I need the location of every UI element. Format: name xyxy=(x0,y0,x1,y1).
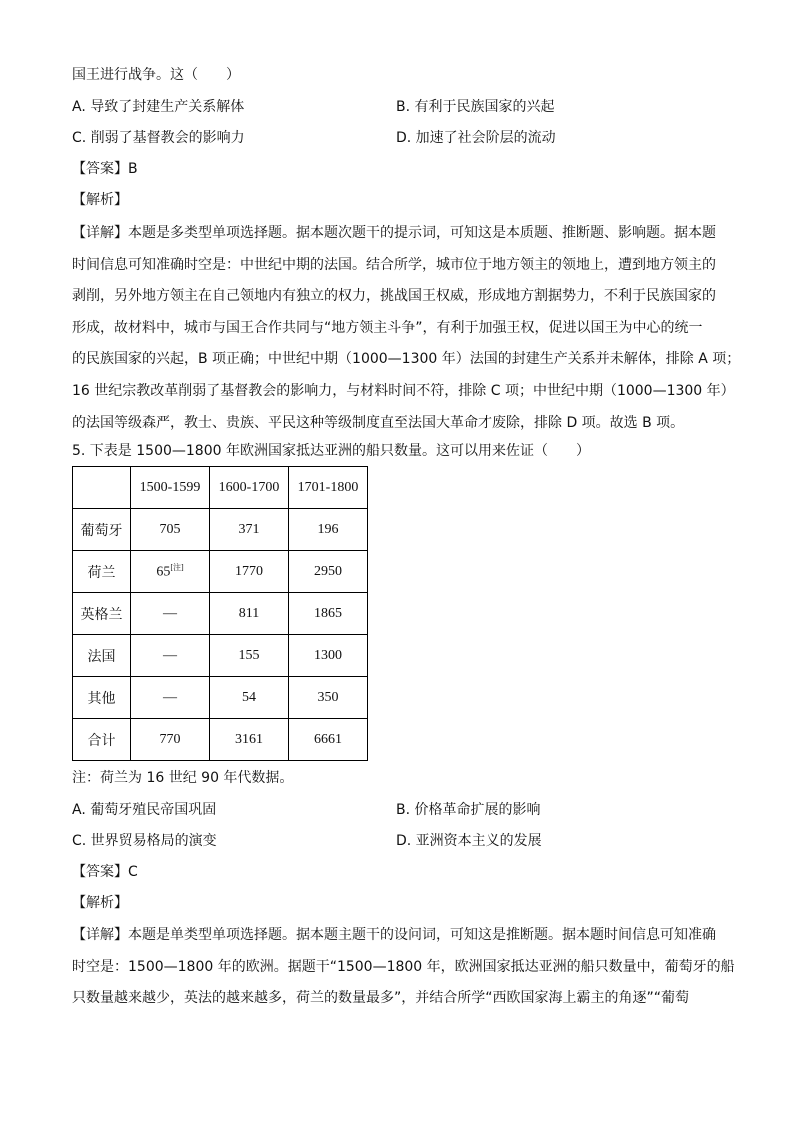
table-row xyxy=(73,677,368,719)
country-cell: 其他 xyxy=(73,677,131,719)
table-cell: 54 xyxy=(210,677,289,719)
analysis-line: 的民族国家的兴起，B 项正确；中世纪中期（1000—1300 年）法国的封建生产关系并未解体，排除 A 项； xyxy=(72,351,741,368)
table-cell: 1770 xyxy=(210,551,289,593)
table-cell: 155 xyxy=(210,635,289,677)
table-header-cell: 1500-1599 xyxy=(131,467,210,509)
q4-option-d: D. 加速了社会阶层的流动 xyxy=(396,130,556,146)
table-cell: 1300 xyxy=(289,635,368,677)
analysis-line: 16 世纪宗教改革削弱了基督教会的影响力，与材料时间不符，排除 C 项；中世纪中期（1000—1300 年） xyxy=(72,382,735,399)
q5-analysis-label: 【解析】 xyxy=(72,895,128,911)
q4-option-b: B. 有利于民族国家的兴起 xyxy=(396,99,555,115)
table-cell: — xyxy=(131,635,210,677)
country-cell: 英格兰 xyxy=(73,593,131,635)
table-cell: 811 xyxy=(210,593,289,635)
country-cell: 荷兰 xyxy=(73,551,131,593)
q4-analysis-label: 【解析】 xyxy=(72,192,128,208)
table-row xyxy=(73,551,368,593)
table-cell: 2950 xyxy=(289,551,368,593)
q4-analysis-paragraph xyxy=(72,218,741,439)
table-cell: 3161 xyxy=(210,719,289,761)
country-cell: 葡萄牙 xyxy=(73,509,131,551)
analysis-line: 时间信息可知准确时空是：中世纪中期的法国。结合所学，城市位于地方领主的领地上，遭到地方领主的 xyxy=(72,256,716,273)
q5-option-a: A. 葡萄牙殖民帝国巩固 xyxy=(72,802,217,818)
table-header-row xyxy=(73,467,368,509)
q5-option-b: B. 价格革命扩展的影响 xyxy=(396,802,541,818)
analysis-line: 的法国等级森严，教士、贵族、平民这种等级制度直至法国大革命才废除，排除 D 项。故选 B 项。 xyxy=(72,414,685,431)
table-cell: 196 xyxy=(289,509,368,551)
analysis-line: 只数量越来越少，英法的越来越多，荷兰的数量最多”，并结合所学“西欧国家海上霸主的角逐”“葡萄 xyxy=(72,990,690,1007)
table-row xyxy=(73,593,368,635)
table-note: 注：荷兰为 16 世纪 90 年代数据。 xyxy=(72,770,294,786)
table-cell: 6661 xyxy=(289,719,368,761)
table-cell: 350 xyxy=(289,677,368,719)
analysis-line: 【详解】本题是多类型单项选择题。据本题次题干的提示词，可知这是本质题、推断题、影响题。据本题 xyxy=(72,225,716,241)
table-cell-value: 65 xyxy=(156,564,171,580)
analysis-line: 【详解】本题是单类型单项选择题。据本题主题干的设问词，可知这是推断题。据本题时间信息可知准确 xyxy=(72,927,716,943)
ships-table xyxy=(72,466,368,761)
table-header-cell: 1600-1700 xyxy=(210,467,289,509)
analysis-line: 时空是：1500—1800 年的欧洲。据题干“1500—1800 年，欧洲国家抵达亚洲的船只数量中，葡萄牙的船 xyxy=(72,958,735,975)
q5-analysis-paragraph xyxy=(72,920,735,1015)
q4-stem-end: 国王进行战争。这（ ） xyxy=(72,67,240,83)
table-header-cell xyxy=(73,467,131,509)
footnote-mark: [注] xyxy=(170,563,184,573)
q5-option-d: D. 亚洲资本主义的发展 xyxy=(396,833,542,849)
table-row xyxy=(73,719,368,761)
q5-option-c: C. 世界贸易格局的演变 xyxy=(72,833,217,849)
table-cell: 1865 xyxy=(289,593,368,635)
q4-option-a: A. 导致了封建生产关系解体 xyxy=(72,99,245,115)
country-cell: 法国 xyxy=(73,635,131,677)
table-cell: — xyxy=(131,593,210,635)
table-row xyxy=(73,635,368,677)
table-cell-with-note xyxy=(131,551,210,593)
table-header-cell: 1701-1800 xyxy=(289,467,368,509)
q4-answer: 【答案】B xyxy=(72,161,138,177)
table-cell: — xyxy=(131,677,210,719)
table-cell: 371 xyxy=(210,509,289,551)
table-cell: 770 xyxy=(131,719,210,761)
q4-option-c: C. 削弱了基督教会的影响力 xyxy=(72,130,245,146)
analysis-line: 形成，故材料中，城市与国王合作共同与“地方领主斗争”，有利于加强王权，促进以国王为中心的统一 xyxy=(72,319,703,336)
analysis-line: 剥削，另外地方领主在自己领地内有独立的权力，挑战国王权威，形成地方割据势力，不利于民族国家的 xyxy=(72,288,716,305)
table-row xyxy=(73,509,368,551)
q5-answer: 【答案】C xyxy=(72,864,138,880)
country-cell: 合计 xyxy=(73,719,131,761)
table-cell: 705 xyxy=(131,509,210,551)
q5-stem: 5. 下表是 1500—1800 年欧洲国家抵达亚洲的船只数量。这可以用来佐证（ ） xyxy=(72,443,590,459)
